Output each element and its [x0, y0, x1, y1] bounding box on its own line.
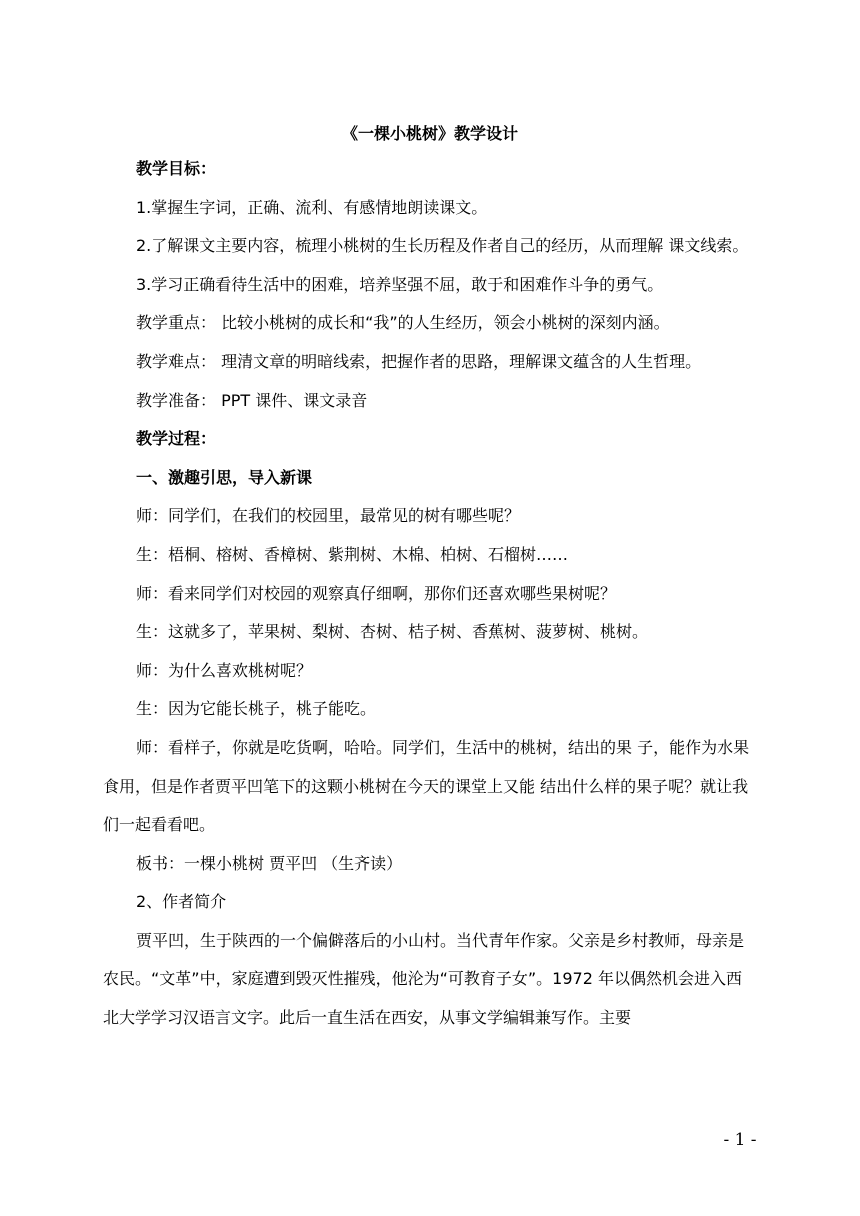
paragraph-goal-2: 2.了解课文主要内容，梳理小桃树的生长历程及作者自己的经历，从而理解 课文线索。: [136, 236, 749, 256]
paragraph-dialogue: 生：这就多了，苹果树、梨树、杏树、桔子树、香蕉树、菠萝树、桃树。: [136, 622, 649, 642]
paragraph-dialogue: 生：因为它能长桃子，桃子能吃。: [136, 699, 377, 719]
paragraph-blackboard: 板书：一棵小桃树 贾平凹 （生齐读）: [136, 853, 403, 873]
paragraph-dialogue: 师：看样子，你就是吃货啊，哈哈。同学们，生活中的桃树，结出的果 子，能作为水果食用，但是作者贾平凹笔下的这颗小桃树在今天的课堂上又能 结出什么样的果子呢？就让我们一起看看吧。: [103, 737, 750, 835]
paragraph-dialogue: 生：梧桐、榕树、香樟树、紫荆树、木棉、柏树、石榴树……: [136, 544, 569, 564]
paragraph-goal-3: 3.学习正确看待生活中的困难，培养坚强不屈，敢于和困难作斗争的勇气。: [136, 274, 664, 294]
paragraph-dialogue: 师：同学们，在我们的校园里，最常见的树有哪些呢？: [136, 506, 521, 526]
paragraph-dialogue: 师：为什么喜欢桃树呢？: [136, 660, 313, 680]
paragraph-preparation: 教学准备： PPT 课件、课文录音: [136, 390, 368, 410]
paragraph-process-heading: 教学过程：: [136, 429, 217, 449]
page-number: - 1 -: [723, 1130, 757, 1150]
paragraph-teaching-goals-heading: 教学目标：: [136, 159, 217, 178]
paragraph-goal-1: 1.掌握生字词，正确、流利、有感情地朗读课文。: [136, 197, 488, 217]
paragraph-section-1-heading: 一、激趣引思，导入新课: [136, 467, 313, 487]
paragraph-key-points: 教学重点： 比较小桃树的成长和“我”的人生经历，领会小桃树的深刻内涵。: [136, 313, 670, 333]
paragraph-dialogue: 师：看来同学们对校园的观察真仔细啊，那你们还喜欢哪些果树呢？: [136, 583, 617, 603]
document-title: 《一棵小桃树》教学设计: [341, 124, 518, 143]
paragraph-author-intro: 贾平凹，生于陕西的一个偏僻落后的小山村。当代青年作家。父亲是乡村教师，母亲是农民。“文革”中，家庭遭到毁灭性摧残，他沦为“可教育子女”。1972 年以偶然机会进入西北大学学习汉语言文字。此后一直生活在西安，从事文学编辑兼写作。主要: [103, 930, 745, 1028]
document-body: [103, 150, 757, 1038]
paragraph-difficulties: 教学难点： 理清文章的明暗线索，把握作者的思路，理解课文蕴含的人生哲理。: [136, 351, 702, 371]
paragraph-section-2-heading: 2、作者简介: [136, 892, 227, 912]
